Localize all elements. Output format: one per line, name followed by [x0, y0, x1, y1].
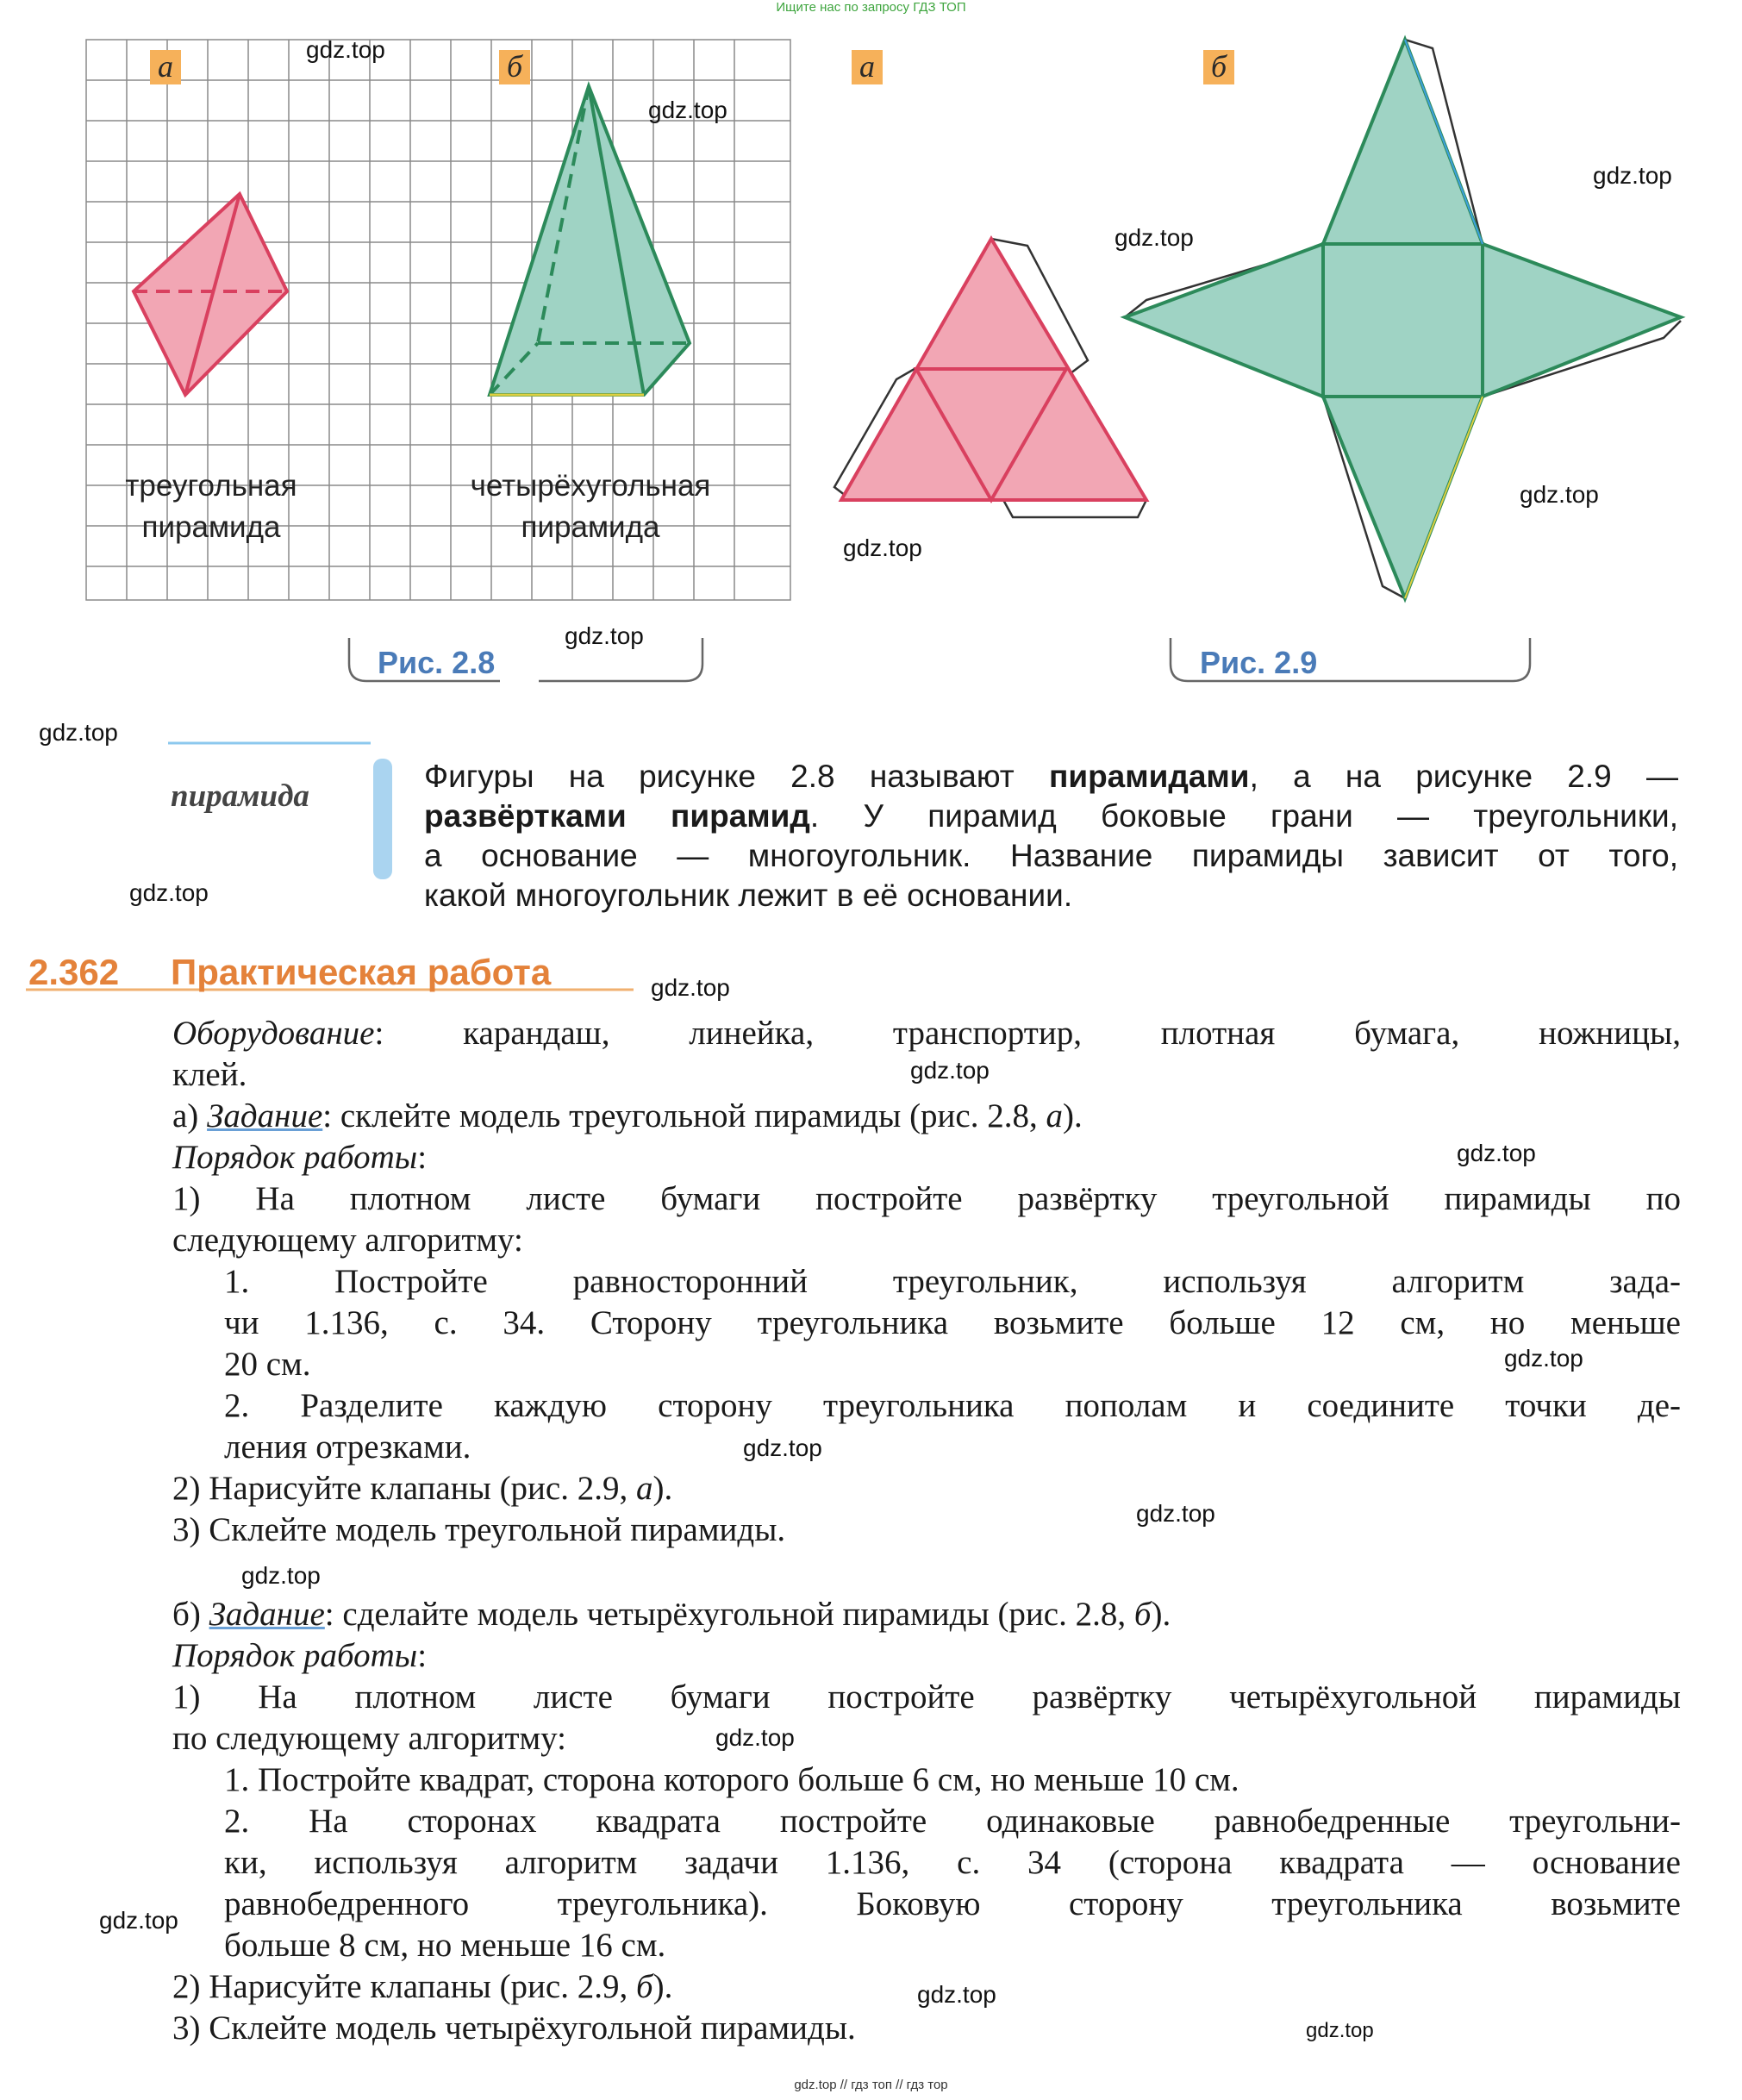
fig29-label-a: а [852, 50, 883, 84]
fig28-label-b: б [499, 50, 530, 84]
watermark: gdz.top [306, 36, 385, 63]
triangular-pyramid-figure [134, 194, 287, 395]
triangular-net-figure [834, 239, 1146, 517]
task-title: Практическая работа [171, 952, 552, 992]
watermark: gdz.top [1306, 2019, 1374, 2042]
task-body: Оборудование: карандаш, линейка, транспортир, плотная бумага, ножницы, клей. а) Задание: склейте модель треугольной пирамиды (рис. 2.8, а). Порядок работы: 1) На плотном листе бумаги постройте развёртку треугольной пирамиды по следующему алгоритму: 1. Постройте равносторонний треугольник, используя алгоритм зада- чи 1.136, с. 34. Сторону треугольника возьмите больше 12 см, но меньше 20 см. 2. Разделите каждую сторону треугольника пополам и соедините точки де- ления отрезками. 2) Нарисуйте клапаны (рис. 2.9, а). 3) Склейте модель треугольной пирамиды. б) Задание: сделайте модель четырёхугольной пирамиды (рис. 2.8, б). Порядок работы: 1) На плотном листе бумаги постройте развёртку четырёхугольной пирамиды по следующему алгоритму: 1. Постройте квадрат, сторона которого больше 6 см, но меньше 10 см. 2. На сторонах квадрата постройте одинаковые равнобедренные треугольни- ки, используя алгоритм задачи 1.136, с. 34 (сторона квадрата — основание равнобедренного треугольника). Боковую сторону треугольника возьмите больше 8 см, но меньше 16 см. 2) Нарисуйте клапаны (рис. 2.9, б). 3) Склейте модель четырёхугольной пирамиды. [172, 1015, 1681, 2047]
task-b-line: б) Задание: сделайте модель четырёхугольной пирамиды (рис. 2.8, б). [172, 1596, 1171, 1633]
watermark: gdz.top [1593, 162, 1672, 189]
watermark: gdz.top [1115, 224, 1194, 251]
bottom-footer: gdz.top // гдз топ // гдз тор [794, 2078, 948, 2092]
fig29-label-b: б [1203, 50, 1234, 84]
watermark: gdz.top [651, 974, 730, 1001]
definition-term: пирамида [171, 778, 309, 814]
watermark: gdz.top [1136, 1500, 1215, 1527]
definition-sidebar-bar [373, 759, 392, 879]
task-number: 2.362 [28, 952, 120, 992]
triangular-pyramid-label: треугольная пирамида [125, 469, 297, 544]
fig28-label-a: а [150, 50, 181, 84]
watermark: gdz.top [39, 719, 118, 746]
fig29-caption: Рис. 2.9 [1200, 645, 1318, 680]
order-label-b: Порядок работы: [172, 1637, 428, 1674]
watermark: gdz.top [1457, 1140, 1536, 1166]
order-label-a: Порядок работы: [172, 1139, 428, 1176]
watermark: gdz.top [910, 1057, 990, 1084]
quadrilateral-pyramid-label: четырёхугольная пирамида [470, 469, 711, 544]
watermark: gdz.top [843, 534, 922, 561]
task-a-line: а) Задание: склейте модель треугольной пирамиды (рис. 2.8, а). [172, 1097, 1083, 1134]
watermark: gdz.top [743, 1434, 822, 1461]
watermark: gdz.top [241, 1562, 321, 1589]
fig28-caption: Рис. 2.8 [378, 645, 496, 680]
watermark: gdz.top [1520, 481, 1599, 508]
watermark: gdz.top [99, 1907, 178, 1934]
watermark: gdz.top [565, 622, 644, 649]
watermark: gdz.top [715, 1724, 795, 1751]
watermark: gdz.top [1504, 1345, 1583, 1372]
watermark: gdz.top [648, 97, 727, 123]
watermark: gdz.top [917, 1981, 996, 2008]
quadrilateral-pyramid-figure [490, 86, 690, 395]
definition-text: Фигуры на рисунке 2.8 называют пирамидами, а на рисунке 2.9 — развёртками пирамид. У пирамид боковые грани — треугольники, а основание — многоугольник. Название пирамиды зависит от того, какой многоугольник лежит в её основании. [424, 759, 1678, 913]
top-banner: Ищите нас по запросу ГДЗ ТОП [776, 0, 966, 15]
equipment-line: Оборудование: карандаш, линейка, транспортир, плотная бумага, ножницы, [172, 1015, 1681, 1052]
watermark: gdz.top [129, 879, 209, 906]
square-net-figure [1125, 40, 1681, 598]
